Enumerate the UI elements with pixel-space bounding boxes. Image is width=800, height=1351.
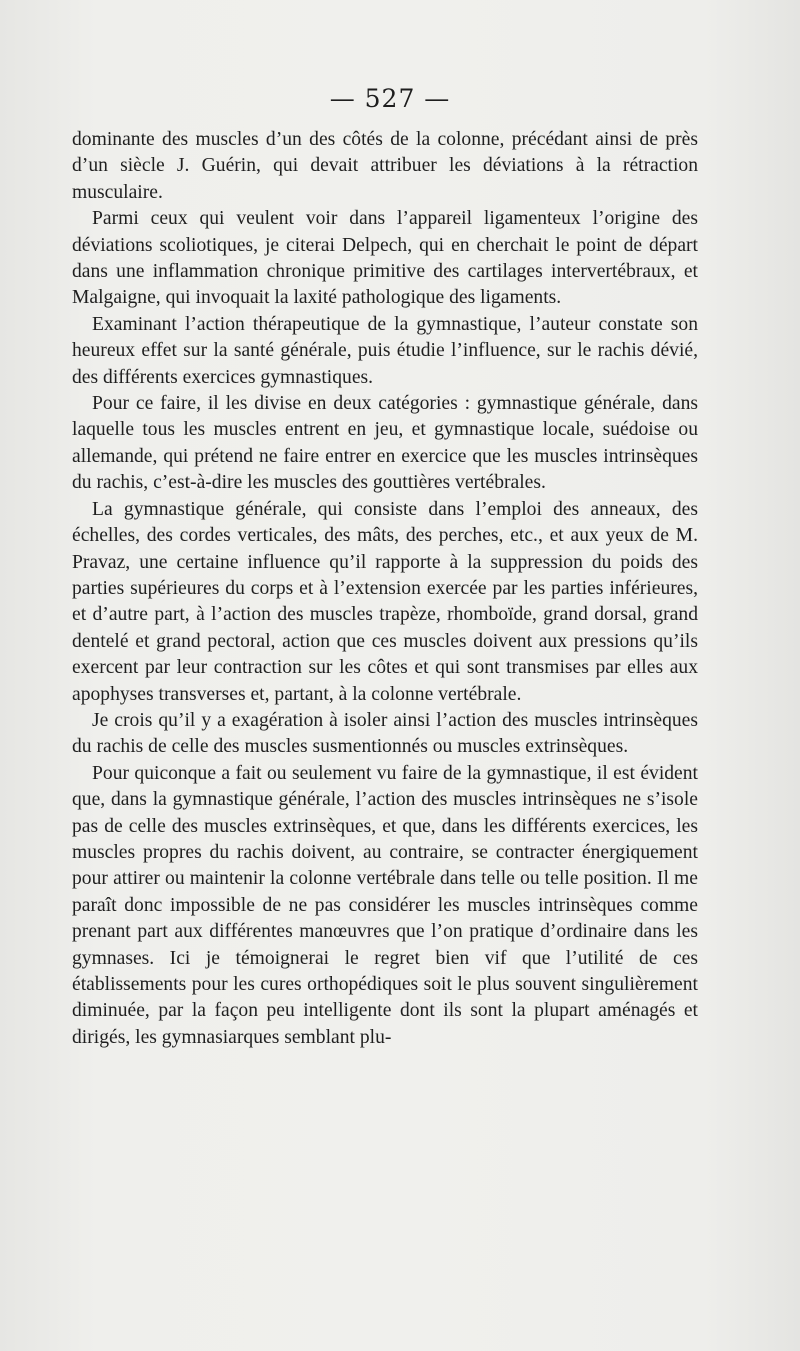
paragraph-1: dominante des muscles d’un des côtés de la colonne, précédant ainsi de près d’un siècle J. Guérin, qui devait attribuer les déviations à la rétraction musculaire. — [72, 129, 698, 203]
paragraph-2: Parmi ceux qui veulent voir dans l’appareil ligamenteux l’origine des déviations scoliotiques, je citerai Delpech, qui en cherchait le point de départ dans une inflammation chronique primitive des cartilages intervertébraux, et Malgaigne, qui invoquait la laxité pathologique des ligaments. — [72, 208, 698, 309]
paragraph-5: La gymnastique générale, qui consiste dans l’emploi des anneaux, des échelles, des cordes verticales, des mâts, des perches, etc., et aux yeux de M. Pravaz, une certaine influence qu’il rapporte à la suppression du poids des parties supérieures du corps et à l’extension exercée par les parties inférieures, et d’autre part, à l’action des muscles trapèze, rhomboïde, grand dorsal, grand dentelé et grand pectoral, action que ces muscles doivent aux pressions qu’ils exercent par leur contraction sur les côtes et qui sont transmises par elles aux apophyses transverses et, partant, à la colonne vertébrale. — [72, 498, 698, 705]
paragraph-6: Je crois qu’il y a exagération à isoler ainsi l’action des muscles intrinsèques du rachis de celle des muscles susmentionnés ou muscles extrinsèques. — [72, 709, 698, 758]
paragraph-4: Pour ce faire, il les divise en deux catégories : gymnastique générale, dans laquelle tous les muscles entrent en jeu, et gymnastique locale, suédoise ou allemande, qui prétend ne faire entrer en exercice que les muscles intrinsèques du rachis, c’est-à-dire les muscles des gouttières vertébrales. — [72, 393, 698, 494]
paragraph-7: Pour quiconque a fait ou seulement vu faire de la gymnastique, il est évident que, dans la gymnastique générale, l’action des muscles intrinsèques ne s’isole pas de celle des muscles extrinsèques, et que, dans les différents exercices, les muscles propres du rachis doivent, au contraire, se contracter énergiquement pour attirer ou maintenir la colonne vertébrale dans telle ou telle position. Il me paraît donc impossible de ne pas considérer les muscles intrinsèques comme prenant part aux différentes manœuvres que l’on pratique d’ordinaire dans les gymnases. Ici je témoignerai le regret bien vif que l’utilité de ces établissements pour les cures orthopédiques soit le plus souvent singulièrement diminuée, par la façon peu intelligente dont ils sont la plupart aménagés et dirigés, les gymnasiarques semblant plu- — [72, 762, 698, 1048]
page-number: — 527 — — [329, 84, 451, 113]
body-text — [72, 127, 698, 1051]
paragraph-3: Examinant l’action thérapeutique de la gymnastique, l’auteur constate son heureux effet sur la santé générale, puis étudie l’influence, sur le rachis dévié, des différents exercices gymnastiques. — [72, 313, 698, 388]
